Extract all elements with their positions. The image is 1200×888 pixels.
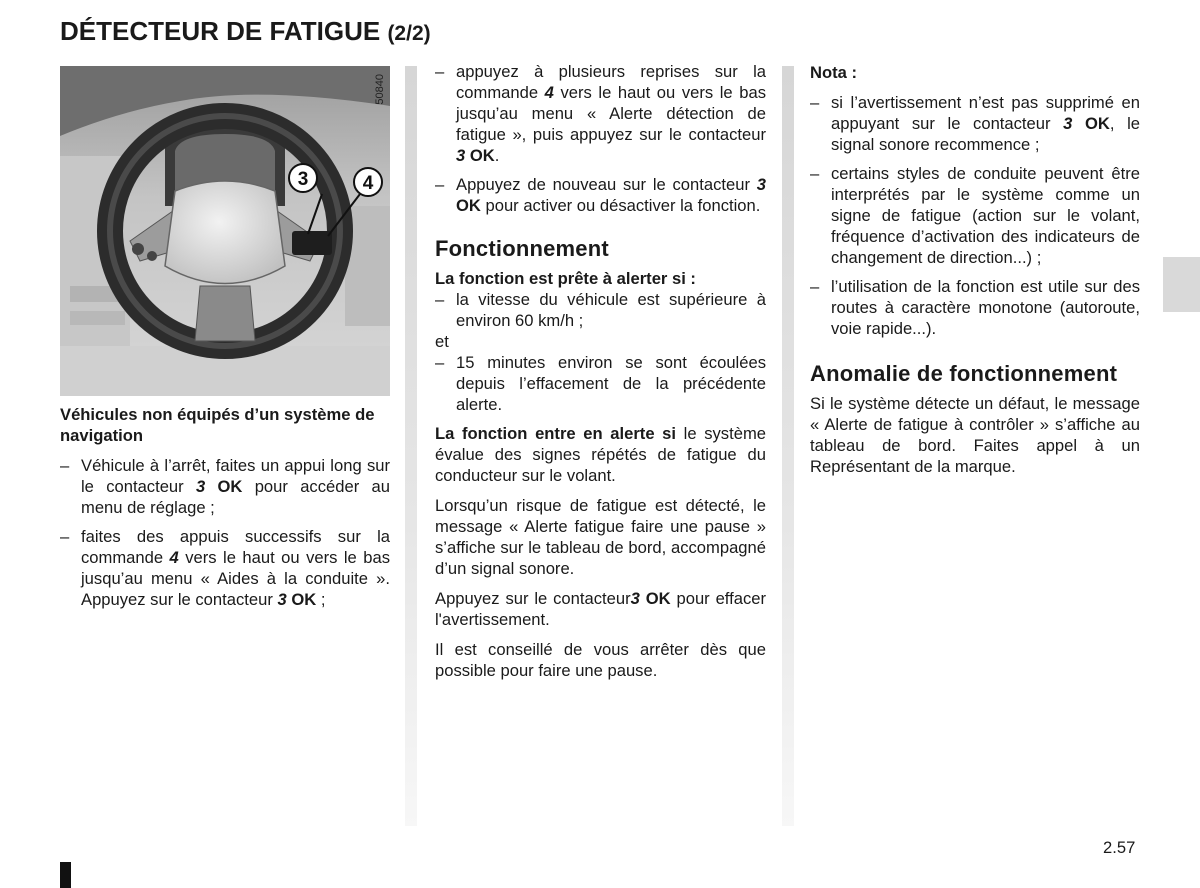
section-heading-fonctionnement: Fonctionnement (435, 236, 609, 261)
dash-marker: – (60, 456, 70, 475)
nota-item-1 (810, 92, 1140, 155)
col1-item2-text (81, 526, 390, 610)
condition-item-2 (435, 352, 766, 415)
condition-1-text: la vitesse du véhicule est supérieure à environ 60 km/h ; (456, 290, 766, 330)
nota-1-text (831, 92, 1140, 155)
dash-marker: – (810, 277, 820, 296)
col1-list-item-2 (60, 526, 390, 610)
control-number: 4 (169, 548, 179, 567)
column-2 (435, 61, 766, 681)
figure-spacer (60, 66, 390, 404)
nota-item-3 (810, 276, 1140, 339)
text-segment: Véhicule à l’arrêt, faites un appui long sur le contacteur (81, 456, 390, 496)
dash-marker: – (435, 62, 445, 81)
text-segment: appuyez à plusieurs reprises sur la commande (456, 62, 766, 102)
crop-mark (60, 862, 71, 888)
nota-2-text: certains styles de conduite peuvent être interprétés par le système comme un signe de fatigue (action sur le volant, fréquence d’activation des indicateurs de changement de direction...) ; (831, 164, 1140, 267)
col1-list-item-1 (60, 455, 390, 518)
control-number: 4 (544, 83, 554, 102)
anomalie-paragraph: Si le système détecte un défaut, le message « Alerte de fatigue à contrôler » s’affiche au tableau de bord. Faites appel à un Représentant de la marque. (810, 394, 1140, 476)
column-3 (810, 62, 1140, 477)
control-number: 3 (195, 477, 206, 496)
control-number: 3 (1063, 114, 1073, 133)
dash-marker: – (60, 527, 70, 546)
dash-marker: – (810, 93, 820, 112)
figure-code: 50840 (374, 74, 386, 105)
column-separator-1 (405, 66, 417, 826)
condition-2-text: 15 minutes environ se sont écoulées depuis l’effacement de la précédente alerte. (456, 353, 766, 414)
control-label: OK (465, 146, 495, 165)
text-segment: vers le haut ou vers le bas jusqu’au menu « Alerte détection de fatigue », puis appuyez sur le contacteur (456, 83, 766, 144)
control-label: OK (456, 196, 481, 215)
text-segment: pour effacer l'avertissement. (435, 589, 766, 629)
control-number: 3 (630, 589, 640, 608)
control-label: OK (205, 477, 243, 496)
text-segment: Appuyez sur le contacteur (435, 589, 631, 608)
nota-label: Nota : (810, 63, 858, 82)
col2-item1-text (456, 61, 766, 166)
text-segment: pour activer ou désactiver la fonction. (480, 196, 761, 215)
col2-item2-text (456, 174, 766, 216)
callout-4-label: 4 (362, 173, 374, 194)
page-number: 2.57 (1103, 838, 1136, 857)
control-label: OK (286, 590, 317, 609)
control-label: OK (639, 589, 671, 608)
ready-conditions-label: La fonction est prête à alerter si : (435, 269, 696, 288)
text-segment: , le signal sonore recommence ; (831, 114, 1141, 154)
col1-item1-text (81, 455, 390, 518)
dash-marker: – (435, 290, 445, 309)
text-segment: faites des appuis successifs sur la commande (81, 527, 390, 567)
page-title-part: (2/2) (387, 22, 431, 45)
alert-bold-lead: La fonction entre en alerte si (435, 424, 677, 443)
section-heading-anomalie: Anomalie de fonctionnement (810, 361, 1118, 386)
text-segment: Appuyez de nouveau sur le contacteur (456, 175, 757, 194)
control-number: 3 (756, 175, 766, 194)
text-segment: ; (316, 590, 326, 609)
conjunction-et: et (435, 332, 449, 351)
column-separator-2 (782, 66, 794, 826)
col2-list-item-1 (435, 61, 766, 166)
control-label: OK (1072, 114, 1110, 133)
press-paragraph (435, 588, 766, 630)
control-number: 3 (456, 146, 466, 165)
dash-marker: – (435, 353, 445, 372)
col2-list-item-2 (435, 174, 766, 216)
page-title (60, 16, 431, 47)
condition-item-1 (435, 289, 766, 331)
nota-3-text: l’utilisation de la fonction est utile sur des routes à caractère monotone (autoroute, voie rapide...). (831, 277, 1140, 338)
column-1 (60, 66, 390, 618)
control-number: 3 (277, 590, 287, 609)
dash-marker: – (810, 164, 820, 183)
text-segment: pour accéder au menu de réglage ; (81, 477, 390, 517)
col1-subheading: Véhicules non équipés d’un système de navigation (60, 405, 375, 445)
page-title-main: DÉTECTEUR DE FATIGUE (60, 16, 388, 46)
dash-marker: – (435, 175, 445, 194)
chapter-tab (1163, 257, 1200, 312)
text-segment: le système évalue des signes répétés de fatigue du conducteur sur le volant. (435, 424, 766, 485)
risk-paragraph: Lorsqu’un risque de fatigue est détecté, le message « Alerte fatigue faire une pause » s’affiche sur le tableau de bord, accompagné d’un signal sonore. (435, 496, 766, 578)
callout-3-label: 3 (297, 169, 309, 190)
text-segment: si l’avertissement n’est pas supprimé en appuyant sur le contacteur (831, 93, 1140, 133)
text-segment: vers le haut ou vers le bas jusqu’au menu « Aides à la conduite ». Appuyez sur le contacteur (81, 548, 390, 609)
advice-paragraph: Il est conseillé de vous arrêter dès que possible pour faire une pause. (435, 640, 766, 680)
alert-paragraph (435, 423, 766, 486)
nota-item-2 (810, 163, 1140, 268)
text-segment: . (494, 146, 500, 165)
